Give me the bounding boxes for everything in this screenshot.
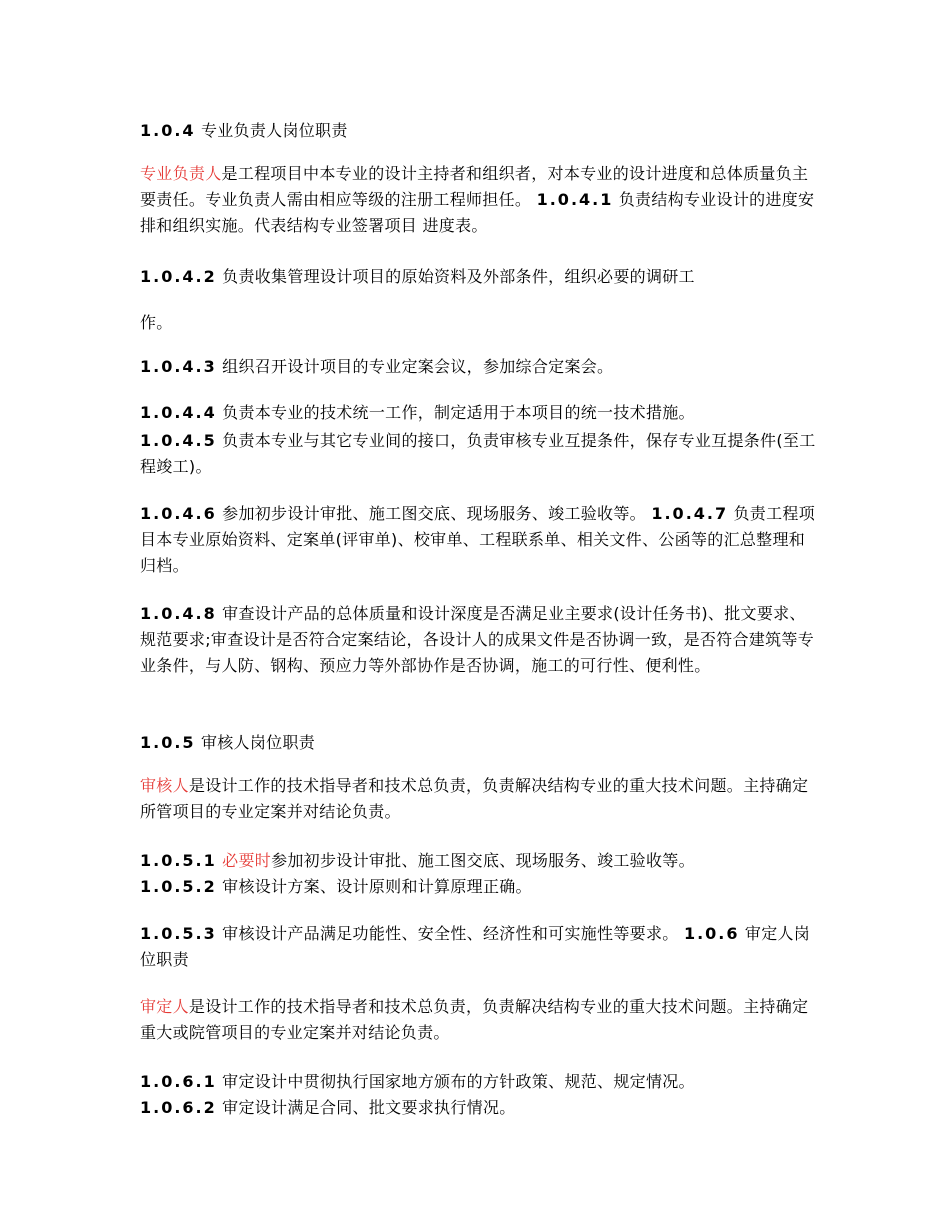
section-number: 1.0.5.3 [140,924,217,943]
section-number: 1.0.6.1 [140,1072,217,1091]
paragraph-1-0-4-6 [140,501,820,579]
paragraph-approver-intro [140,994,820,1046]
highlight-term: 审核人 [140,776,189,795]
paragraph-text: 参加初步设计审批、施工图交底、现场服务、竣工验收等。 [271,851,695,870]
paragraph-1-0-6-1 [140,1069,820,1095]
paragraph-1-0-5-3 [140,921,820,973]
paragraph-text: 是工程项目中本专业的设计主持者和组织者，对本专业的设计进度和总体质量负主要责任。专业负责人需由相应等级的注册工程师担任。 [140,164,809,209]
paragraph-1-0-5-1 [140,848,820,874]
section-number: 1.0.4.4 [140,403,217,422]
paragraph-text: 审定人岗位职责 [140,924,811,969]
section-number: 1.0.6 [683,924,740,943]
paragraph-text: 审定设计中贯彻执行国家地方颁布的方针政策、规范、规定情况。 [216,1072,695,1091]
paragraph-reviewer-intro [140,773,820,825]
highlight-term: 专业负责人 [140,164,222,183]
section-number: 1.0.6.2 [140,1098,217,1117]
heading-text: 审核人岗位职责 [195,733,316,752]
section-number: 1.0.4.1 [536,190,614,209]
paragraph-text: 作。 [140,313,173,332]
paragraph-text: 组织召开设计项目的专业定案会议，参加综合定案会。 [216,357,614,376]
paragraph-text: 负责结构专业设计的进度安排和组织实施。代表结构专业签署项目 进度表。 [140,190,815,235]
paragraph-text: 审查设计产品的总体质量和设计深度是否满足业主要求(设计任务书)、批文要求、规范要求;审查设计是否符合定案结论，各设计人的成果文件是否协调一致，是否符合建筑等专业条件，与人防、钢构、预应力等外部协作是否协调，施工的可行性、便利性。 [140,604,814,675]
paragraph-text: 负责工程项目本专业原始资料、定案单(评审单)、校审单、工程联系单、相关文件、公函等的汇总整理和归档。 [140,504,815,575]
paragraph-1-0-4-4 [140,400,820,426]
section-number: 1.0.4.5 [140,431,217,450]
paragraph-text: 参加初步设计审批、施工图交底、现场服务、竣工验收等。 [216,504,652,523]
section-number: 1.0.5.2 [140,877,217,896]
paragraph-text: 审定设计满足合同、批文要求执行情况。 [216,1098,516,1117]
paragraph-text: 是设计工作的技术指导者和技术总负责，负责解决结构专业的重大技术问题。主持确定所管项目的专业定案并对结论负责。 [140,776,809,821]
section-number: 1.0.4.8 [140,604,217,623]
heading-1-0-5 [140,730,820,756]
paragraph-1-0-4-3 [140,354,820,380]
section-number: 1.0.4.2 [140,267,217,286]
section-number: 1.0.5 [140,733,196,752]
paragraph-1-0-6-2 [140,1095,820,1121]
paragraph-1-0-4-8 [140,601,820,679]
paragraph-1-0-4-2 [140,264,820,290]
section-number: 1.0.5.1 [140,851,217,870]
section-number: 1.0.4 [140,121,196,140]
section-number: 1.0.4.3 [140,357,217,376]
paragraph-text: 负责收集管理设计项目的原始资料及外部条件，组织必要的调研工 [216,267,695,286]
paragraph-1-0-5-2 [140,874,820,900]
paragraph-text: 负责本专业的技术统一工作，制定适用于本项目的统一技术措施。 [216,403,695,422]
highlight-term: 必要时 [216,851,272,870]
paragraph-text: 是设计工作的技术指导者和技术总负责，负责解决结构专业的重大技术问题。主持确定重大或院管项目的专业定案并对结论负责。 [140,997,809,1042]
paragraph-1-0-4-5 [140,428,820,480]
highlight-term: 审定人 [140,997,189,1016]
heading-1-0-4 [140,118,820,144]
paragraph-text: 审核设计方案、设计原则和计算原理正确。 [216,877,532,896]
section-number: 1.0.4.6 [140,504,217,523]
heading-text: 专业负责人岗位职责 [195,121,348,140]
section-number: 1.0.4.7 [651,504,729,523]
paragraph-1-0-4-2-continued [140,310,820,336]
paragraph-text: 负责本专业与其它专业间的接口，负责审核专业互提条件，保存专业互提条件(至工程竣工)。 [140,431,816,476]
paragraph-text: 审核设计产品满足功能性、安全性、经济性和可实施性等要求。 [216,924,684,943]
paragraph-professional-lead-intro [140,161,820,239]
